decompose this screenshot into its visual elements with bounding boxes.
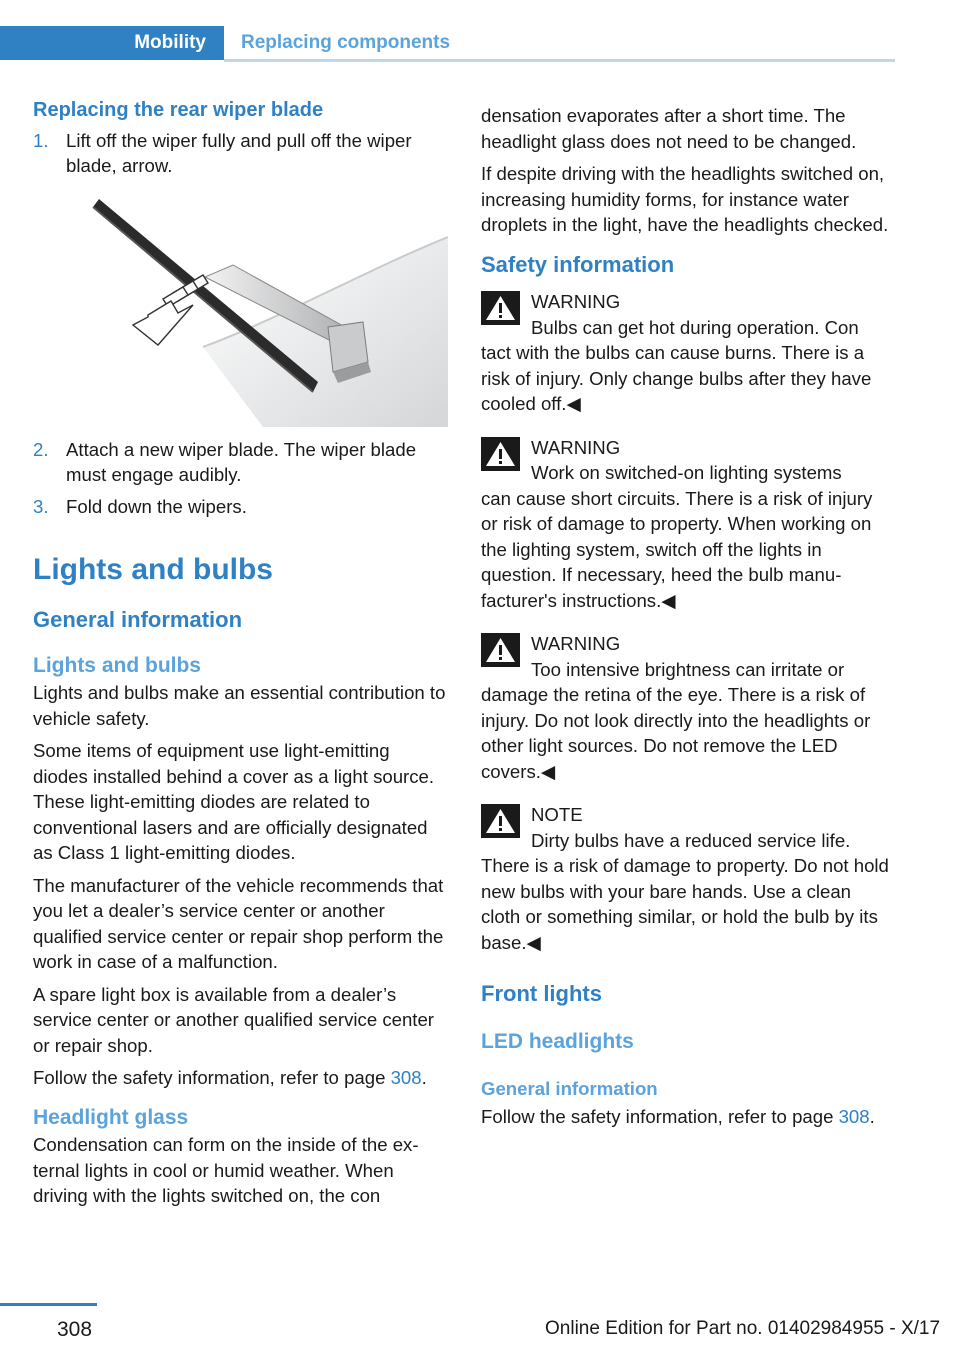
warning-box xyxy=(481,435,893,614)
step-item xyxy=(33,437,448,488)
paragraph-with-link: Follow the safety information, refer to page 308. xyxy=(33,1067,427,1088)
note-label: NOTE xyxy=(531,804,583,825)
paragraph: Lights and bulbs make an essential contribution to vehicle safety. xyxy=(33,682,446,729)
warning-label: WARNING xyxy=(531,291,621,312)
page-number: 308 xyxy=(57,1318,93,1341)
header-rule xyxy=(224,59,895,62)
note-box xyxy=(481,802,893,955)
step-text: Fold down the wipers. xyxy=(66,495,247,517)
warning-text-cont: damage the retina of the eye. There is a risk of injury. Do not look directly into the headlights or other light sources. Do not remove the LED covers.◀ xyxy=(481,684,871,782)
warning-text: Too intensive brightness can irritate or xyxy=(531,658,845,680)
warning-box xyxy=(481,289,893,417)
safety-heading: Safety information xyxy=(481,251,675,277)
warning-text: Bulbs can get hot during operation. Con xyxy=(531,316,859,338)
step-number: 1. xyxy=(33,129,49,151)
headlight-glass-heading: Headlight glass xyxy=(33,1105,189,1129)
lights-bulbs-title: Lights and bulbs xyxy=(33,553,273,586)
paragraph: densation evaporates after a short time. The headlight glass does not need to be changed. xyxy=(481,105,857,152)
chapter-tab[interactable]: Mobility xyxy=(0,26,224,60)
footer-rule xyxy=(0,1303,97,1306)
step-item xyxy=(33,494,448,520)
page-header xyxy=(0,26,895,62)
page-link[interactable]: 308 xyxy=(838,1105,870,1127)
paragraph: If despite driving with the headlights switched on, increasing humidity forms, for instance water droplets in the light, have the headlights checked. xyxy=(481,163,889,235)
paragraph: Condensation can form on the inside of the external lights in cool or humid weather. When driving with the lights switched on, the con xyxy=(33,1134,419,1206)
wiper-blade-illustration xyxy=(33,187,448,427)
right-column xyxy=(481,103,893,1136)
lights-bulbs-subheading: Lights and bulbs xyxy=(33,653,201,677)
step-text: Attach a new wiper blade. The wiper blade must engage audibly. xyxy=(66,438,417,485)
step-number: 3. xyxy=(33,495,49,517)
edition-note: Online Edition for Part no. 01402984955 - X/17 xyxy=(545,1318,941,1339)
general-info-subheading: General information xyxy=(481,1078,658,1099)
wiper-steps xyxy=(33,128,448,179)
warning-triangle-icon xyxy=(481,633,520,667)
step-number: 2. xyxy=(33,438,49,460)
step-text: Lift off the wiper fully and pull off the wiper blade, arrow. xyxy=(66,129,412,176)
paragraph: The manufacturer of the vehicle recommends that you let a dealer’s service center or another qualified service center or repair shop perform the work in case of a malfunction. xyxy=(33,874,444,972)
warning-triangle-icon xyxy=(481,291,520,325)
warning-text: Work on switched-on lighting systems xyxy=(531,462,842,483)
paragraph: Some items of equipment use light-emitting diodes installed behind a cover as a light source. These light-emitting diodes are related to conventional lasers and are officially designated as Class 1 light-emitting diodes. xyxy=(33,740,435,863)
warning-text-cont: tact with the bulbs can cause burns. There is a risk of injury. Only change bulbs after they have cooled off.◀ xyxy=(481,342,872,414)
paragraph: A spare light box is available from a dealer’s service center or another qualified service center or repair shop. xyxy=(33,983,435,1056)
warning-triangle-icon xyxy=(481,437,520,471)
section-tab[interactable]: Replacing components xyxy=(241,32,451,53)
note-text-cont: There is a risk of damage to property. Do not hold new bulbs with your bare hands. Use a clean cloth or something similar, or hold the bulb by its base.◀ xyxy=(481,855,889,953)
page-link[interactable]: 308 xyxy=(390,1067,422,1088)
led-headlights-heading: LED headlights xyxy=(481,1029,634,1053)
warning-triangle-icon xyxy=(481,804,520,838)
front-lights-heading: Front lights xyxy=(481,981,602,1006)
left-column xyxy=(33,98,448,1216)
paragraph-with-link: Follow the safety information, refer to page 308. xyxy=(481,1105,875,1127)
rear-wiper-heading: Replacing the rear wiper blade xyxy=(33,99,324,121)
note-text: Dirty bulbs have a reduced service life. xyxy=(531,829,851,851)
step-item xyxy=(33,128,448,179)
warning-box xyxy=(481,631,893,784)
warning-text-cont: can cause short circuits. There is a risk of injury or risk of damage to property. When working on the lighting system, switch off the lights in question. If necessary, heed the bulb manufacturer's instructions.◀ xyxy=(481,487,873,611)
warning-label: WARNING xyxy=(531,436,621,458)
warning-label: WARNING xyxy=(531,633,621,654)
general-info-heading: General information xyxy=(33,607,243,632)
wiper-steps-continued xyxy=(33,437,448,520)
